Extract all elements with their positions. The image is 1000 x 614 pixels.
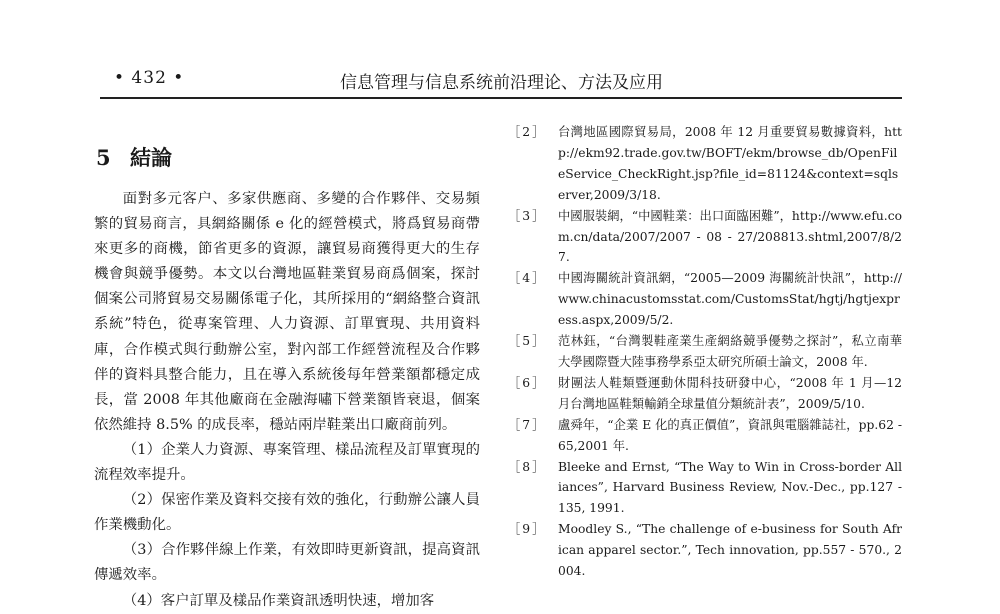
reference-item: [508, 519, 902, 582]
reference-text: 范林鈺，“台灣製鞋產業生產網絡競爭優勢之探討”，私立南華大學國際暨大陸事務學系亞太研究所碩士論文，2008 年.: [558, 334, 902, 369]
running-header: [100, 62, 902, 94]
reference-text: 中國服裝網，“中國鞋業：出口面臨困難”，http://www.efu.com.cn/data/2007/2007 - 08 - 27/208813.shtml,2007/8/27.: [558, 208, 902, 265]
reference-tag: ［7］: [508, 417, 547, 432]
paragraph-point-2: （2）保密作業及資料交接有效的強化，行動辦公讓人員作業機動化。: [94, 492, 480, 534]
reference-item: [508, 206, 902, 269]
reference-text: Moodley S., “The challenge of e-business for South African apparel sector.”, Tech innovation, pp.557 - 570., 2004.: [558, 522, 902, 579]
reference-item: [508, 457, 902, 520]
paragraph-point-4: （4）客户訂單及樣品作業資訊透明快速，增加客: [122, 592, 435, 609]
reference-text: Bleeke and Ernst, “The Way to Win in Cross-border Alliances”, Harvard Business Review, Nov.-Dec., pp.127 - 135, 1991.: [558, 459, 902, 516]
running-title: 信息管理与信息系统前沿理论、方法及应用: [340, 73, 663, 93]
reference-text: 台灣地區國際貿易局，2008 年 12 月重要貿易數據資料，http://ekm92.trade.gov.tw/BOFT/ekm/browse_db/OpenFileService_CheckRight.jsp?file_id=81124&context=sqlserver,2009/3/18.: [558, 125, 902, 202]
reference-list: [508, 122, 902, 582]
reference-tag: ［5］: [508, 334, 547, 349]
reference-text: 財團法人鞋類暨運動休閒科技研發中心，“2008 年 1 月—12 月台灣地區鞋類輸銷全球量值分類統計表”，2009/5/10.: [558, 375, 902, 411]
reference-item: [508, 122, 902, 206]
paragraph-point-3: （3）合作夥伴線上作業，有效即時更新資訊，提高資訊傳遞效率。: [94, 542, 480, 584]
reference-tag: ［2］: [508, 125, 547, 139]
reference-text: 盧舜年，“企業 E 化的真正價值”，資訊與電腦雜誌社，pp.62 - 65,2001 年.: [558, 417, 902, 453]
reference-text: 中國海關統計資訊網，“2005—2009 海關統計快訊”，http://www.chinacustomsstat.com/CustomsStat/hgtj/hgtjexpress.aspx,2009/5/2.: [558, 271, 902, 328]
paragraph-intro: 面對多元客户、多家供應商、多變的合作夥伴、交易頻繁的貿易商言，具網絡關係 e 化的經營模式，將爲貿易商帶來更多的商機，節省更多的資源，讓貿易商獲得更大的生存機會與競爭優勢。本文以台灣地區鞋業貿易商爲個案，探討個案公司將貿易交易關係電子化，其所採用的“網絡整合資訊系統”特色，從專案管理、人力資源、訂單實現、共用資料庫，合作模式與行動辦公室，對內部工作經營流程及合作夥伴的資料具整合能力，且在導入系統後每年營業額都穩定成長，當 2008 年其他廠商在金融海嘯下營業額皆衰退，個案依然維持 8.5% 的成長率，穩站兩岸鞋業出口廠商前列。: [94, 191, 480, 433]
reference-tag: ［9］: [508, 522, 547, 537]
body-text: [94, 187, 480, 614]
section-heading: [96, 142, 172, 172]
header-rule: [100, 97, 902, 99]
reference-tag: ［6］: [508, 375, 547, 390]
reference-tag: ［3］: [508, 208, 547, 223]
section-number: 5: [96, 145, 111, 170]
reference-item: [508, 415, 902, 457]
paragraph-point-1: （1）企業人力資源、專案管理、樣品流程及訂單實現的流程效率提升。: [94, 441, 480, 484]
reference-item: [508, 373, 902, 415]
reference-tag: ［4］: [508, 271, 547, 286]
reference-tag: ［8］: [508, 459, 547, 474]
page-number: • 432 •: [114, 68, 185, 88]
reference-item: [508, 268, 902, 331]
section-title: 結論: [130, 145, 172, 170]
reference-item: [508, 331, 902, 373]
